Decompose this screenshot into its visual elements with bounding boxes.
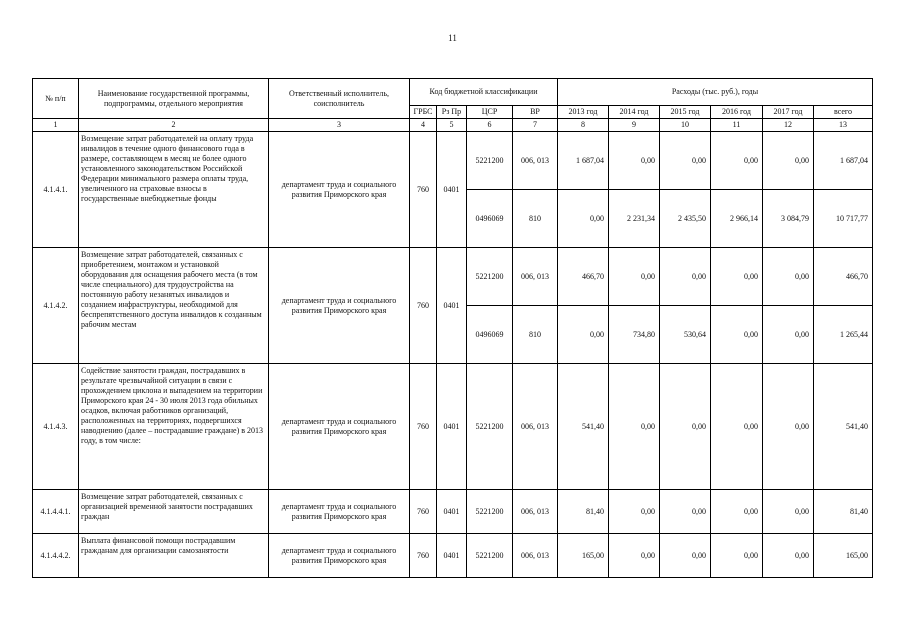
cell-2016: 0,00: [711, 132, 763, 190]
cell-total: 1 265,44: [814, 306, 873, 364]
row-num: 4.1.4.3.: [33, 364, 79, 490]
row-rzpr: 0401: [437, 248, 467, 364]
header-total: всего: [814, 106, 873, 119]
cell-2014: 0,00: [609, 364, 660, 490]
row-num: 4.1.4.4.1.: [33, 490, 79, 534]
cell-vr: 006, 013: [513, 364, 558, 490]
row-grbs: 760: [410, 132, 437, 248]
cell-2016: 2 966,14: [711, 190, 763, 248]
header-year-2016: 2016 год: [711, 106, 763, 119]
cell-2014: 0,00: [609, 248, 660, 306]
cell-2016: 0,00: [711, 534, 763, 578]
cell-total: 81,40: [814, 490, 873, 534]
cell-csr: 5221200: [467, 132, 513, 190]
cell-2017: 0,00: [763, 534, 814, 578]
col-number: 8: [558, 119, 609, 132]
header-expenses: Расходы (тыс. руб.), годы: [558, 79, 873, 106]
cell-2015: 530,64: [660, 306, 711, 364]
cell-2017: 3 084,79: [763, 190, 814, 248]
cell-2014: 2 231,34: [609, 190, 660, 248]
col-number: 1: [33, 119, 79, 132]
cell-2017: 0,00: [763, 490, 814, 534]
cell-2014: 0,00: [609, 132, 660, 190]
cell-2017: 0,00: [763, 248, 814, 306]
cell-2017: 0,00: [763, 306, 814, 364]
header-year-2015: 2015 год: [660, 106, 711, 119]
table-header: [33, 79, 873, 132]
cell-csr: 0496069: [467, 190, 513, 248]
cell-2013: 1 687,04: [558, 132, 609, 190]
header-vr: ВР: [513, 106, 558, 119]
col-number: 6: [467, 119, 513, 132]
cell-vr: 006, 013: [513, 490, 558, 534]
cell-csr: 5221200: [467, 490, 513, 534]
header-executor: Ответственный исполнитель, соисполнитель: [269, 79, 410, 119]
table-body: [33, 132, 873, 578]
cell-total: 466,70: [814, 248, 873, 306]
header-budget-code: Код бюджетной классификации: [410, 79, 558, 106]
cell-csr: 5221200: [467, 248, 513, 306]
row-num: 4.1.4.2.: [33, 248, 79, 364]
header-year-2014: 2014 год: [609, 106, 660, 119]
cell-2013: 81,40: [558, 490, 609, 534]
col-number: 7: [513, 119, 558, 132]
table-row: [33, 534, 873, 578]
cell-csr: 5221200: [467, 364, 513, 490]
col-number: 13: [814, 119, 873, 132]
row-rzpr: 0401: [437, 534, 467, 578]
row-grbs: 760: [410, 490, 437, 534]
cell-total: 10 717,77: [814, 190, 873, 248]
cell-2015: 0,00: [660, 248, 711, 306]
table-row: [33, 248, 873, 306]
cell-2014: 0,00: [609, 490, 660, 534]
cell-2014: 0,00: [609, 534, 660, 578]
header-csr: ЦСР: [467, 106, 513, 119]
row-name: Содействие занятости граждан, пострадавших в результате чрезвычайной ситуации в связи с прохождением циклона и выпадением на территории Приморского края 24 - 30 июля 2013 года обильных осадков, включая работников организаций, расположенных на территориях, подвергшихся наводнению (далее – пострадавшие граждане) в 2013 году, в том числе:: [79, 364, 269, 490]
col-number: 5: [437, 119, 467, 132]
row-num: 4.1.4.4.2.: [33, 534, 79, 578]
header-grbs: ГРБС: [410, 106, 437, 119]
cell-csr: 5221200: [467, 534, 513, 578]
col-number: 9: [609, 119, 660, 132]
col-number: 3: [269, 119, 410, 132]
col-number: 4: [410, 119, 437, 132]
cell-2015: 2 435,50: [660, 190, 711, 248]
col-number: 10: [660, 119, 711, 132]
cell-2015: 0,00: [660, 534, 711, 578]
cell-total: 165,00: [814, 534, 873, 578]
cell-2016: 0,00: [711, 490, 763, 534]
row-rzpr: 0401: [437, 132, 467, 248]
row-grbs: 760: [410, 534, 437, 578]
row-executor: департамент труда и социального развития Приморского края: [269, 364, 410, 490]
row-rzpr: 0401: [437, 490, 467, 534]
header-year-2013: 2013 год: [558, 106, 609, 119]
row-name: Возмещение затрат работодателей, связанных с организацией временной занятости пострадавших граждан: [79, 490, 269, 534]
cell-2013: 0,00: [558, 306, 609, 364]
row-executor: департамент труда и социального развития Приморского края: [269, 534, 410, 578]
cell-2015: 0,00: [660, 364, 711, 490]
col-number: 11: [711, 119, 763, 132]
cell-vr: 810: [513, 190, 558, 248]
cell-vr: 006, 013: [513, 132, 558, 190]
table-row: [33, 490, 873, 534]
cell-2016: 0,00: [711, 248, 763, 306]
row-grbs: 760: [410, 364, 437, 490]
cell-2016: 0,00: [711, 364, 763, 490]
col-number: 2: [79, 119, 269, 132]
cell-2013: 0,00: [558, 190, 609, 248]
row-executor: департамент труда и социального развития Приморского края: [269, 490, 410, 534]
header-num: № п/п: [33, 79, 79, 119]
row-rzpr: 0401: [437, 364, 467, 490]
row-executor: департамент труда и социального развития Приморского края: [269, 248, 410, 364]
cell-2014: 734,80: [609, 306, 660, 364]
header-year-2017: 2017 год: [763, 106, 814, 119]
cell-csr: 0496069: [467, 306, 513, 364]
row-name: Возмещение затрат работодателей на оплату труда инвалидов в течение одного финансового года в размере, составляющем в месяц не более одного установленного законодательством Российской Федерации минимального размера оплаты труда, увеличенного на страховые взносы в государственные внебюджетные фонды: [79, 132, 269, 248]
table-row: [33, 132, 873, 190]
row-name: Выплата финансовой помощи пострадавшим гражданам для организации самозанятости: [79, 534, 269, 578]
cell-total: 1 687,04: [814, 132, 873, 190]
cell-2015: 0,00: [660, 132, 711, 190]
cell-2016: 0,00: [711, 306, 763, 364]
cell-2017: 0,00: [763, 132, 814, 190]
cell-2013: 165,00: [558, 534, 609, 578]
table-row: [33, 364, 873, 490]
cell-2013: 466,70: [558, 248, 609, 306]
header-rzpr: Рз Пр: [437, 106, 467, 119]
cell-vr: 006, 013: [513, 248, 558, 306]
header-name: Наименование государственной программы, подпрограммы, отдельного мероприятия: [79, 79, 269, 119]
row-executor: департамент труда и социального развития Приморского края: [269, 132, 410, 248]
cell-2017: 0,00: [763, 364, 814, 490]
row-num: 4.1.4.1.: [33, 132, 79, 248]
budget-table: [32, 78, 873, 578]
col-number: 12: [763, 119, 814, 132]
cell-vr: 006, 013: [513, 534, 558, 578]
page-number: 11: [448, 33, 457, 43]
cell-total: 541,40: [814, 364, 873, 490]
row-name: Возмещение затрат работодателей, связанных с приобретением, монтажом и установкой оборудования для оснащения рабочего места (в том числе специального) для трудоустройства на постоянную работу незанятых инвалидов и созданием инфраструктуры, необходимой для беспрепятственного доступа инвалидов к созданным рабочим местам: [79, 248, 269, 364]
row-grbs: 760: [410, 248, 437, 364]
cell-2015: 0,00: [660, 490, 711, 534]
cell-vr: 810: [513, 306, 558, 364]
cell-2013: 541,40: [558, 364, 609, 490]
